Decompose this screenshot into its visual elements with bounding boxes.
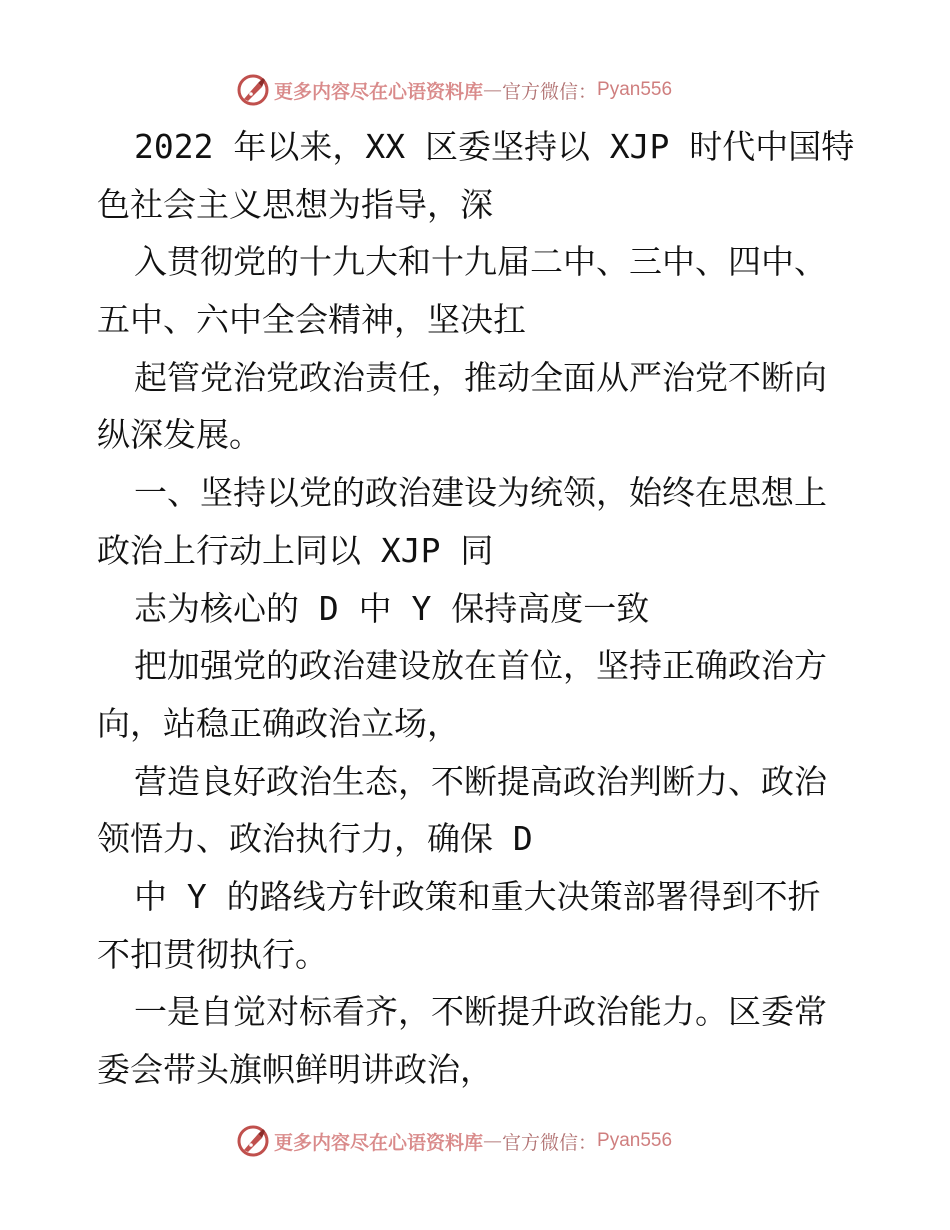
text-line: 色社会主义思想为指导，深 — [97, 184, 493, 224]
watermark-separator: — — [483, 1130, 503, 1152]
pen-nib-logo-icon — [236, 73, 270, 107]
text-line: 不扣贯彻执行。 — [97, 934, 328, 974]
text-line: 营造良好政治生态，不断提高政治判断力、政治 — [134, 761, 827, 801]
text-line: 把加强党的政治建设放在首位，坚持正确政治方 — [134, 646, 827, 686]
text-line: 中 Y 的路线方针政策和重大决策部署得到不折 — [134, 876, 821, 916]
watermark-separator: — — [483, 79, 503, 101]
text-line: 委会带头旗帜鲜明讲政治， — [97, 1050, 493, 1089]
text-line: 领悟力、政治执行力，确保 D — [97, 819, 533, 859]
text-line: 起管党治党政治责任，推动全面从严治党不断向 — [134, 357, 827, 397]
text-line: 纵深发展。 — [97, 415, 262, 455]
text-line: 志为核心的 D 中 Y 保持高度一致 — [134, 588, 650, 628]
watermark-main-text: 更多内容尽在心语资料库 — [274, 1131, 484, 1154]
text-line: 政治上行动上同以 XJP 同 — [97, 530, 494, 570]
watermark-main-text: 更多内容尽在心语资料库 — [274, 80, 484, 103]
text-line: 五中、六中全会精神，坚决扛 — [97, 300, 526, 340]
document-body — [97, 118, 857, 1099]
watermark-footer — [236, 1123, 672, 1159]
text-line: 向，站稳正确政治立场， — [97, 703, 460, 743]
watermark-wechat-id: Pyan556 — [597, 79, 673, 100]
text-line: 入贯彻党的十九大和十九届二中、三中、四中、 — [134, 242, 827, 282]
text-line: 一是自觉对标看齐，不断提升政治能力。区委常 — [134, 992, 827, 1032]
pen-nib-logo-icon — [236, 1124, 270, 1158]
watermark-wechat-label: 官方微信： — [502, 80, 598, 103]
watermark-wechat-id: Pyan556 — [597, 1130, 673, 1151]
watermark-header — [236, 72, 672, 108]
watermark-wechat-label: 官方微信： — [502, 1131, 598, 1154]
text-line: 2022 年以来，XX 区委坚持以 XJP 时代中国特 — [134, 127, 855, 166]
text-line: 一、坚持以党的政治建设为统领，始终在思想上 — [134, 473, 827, 513]
